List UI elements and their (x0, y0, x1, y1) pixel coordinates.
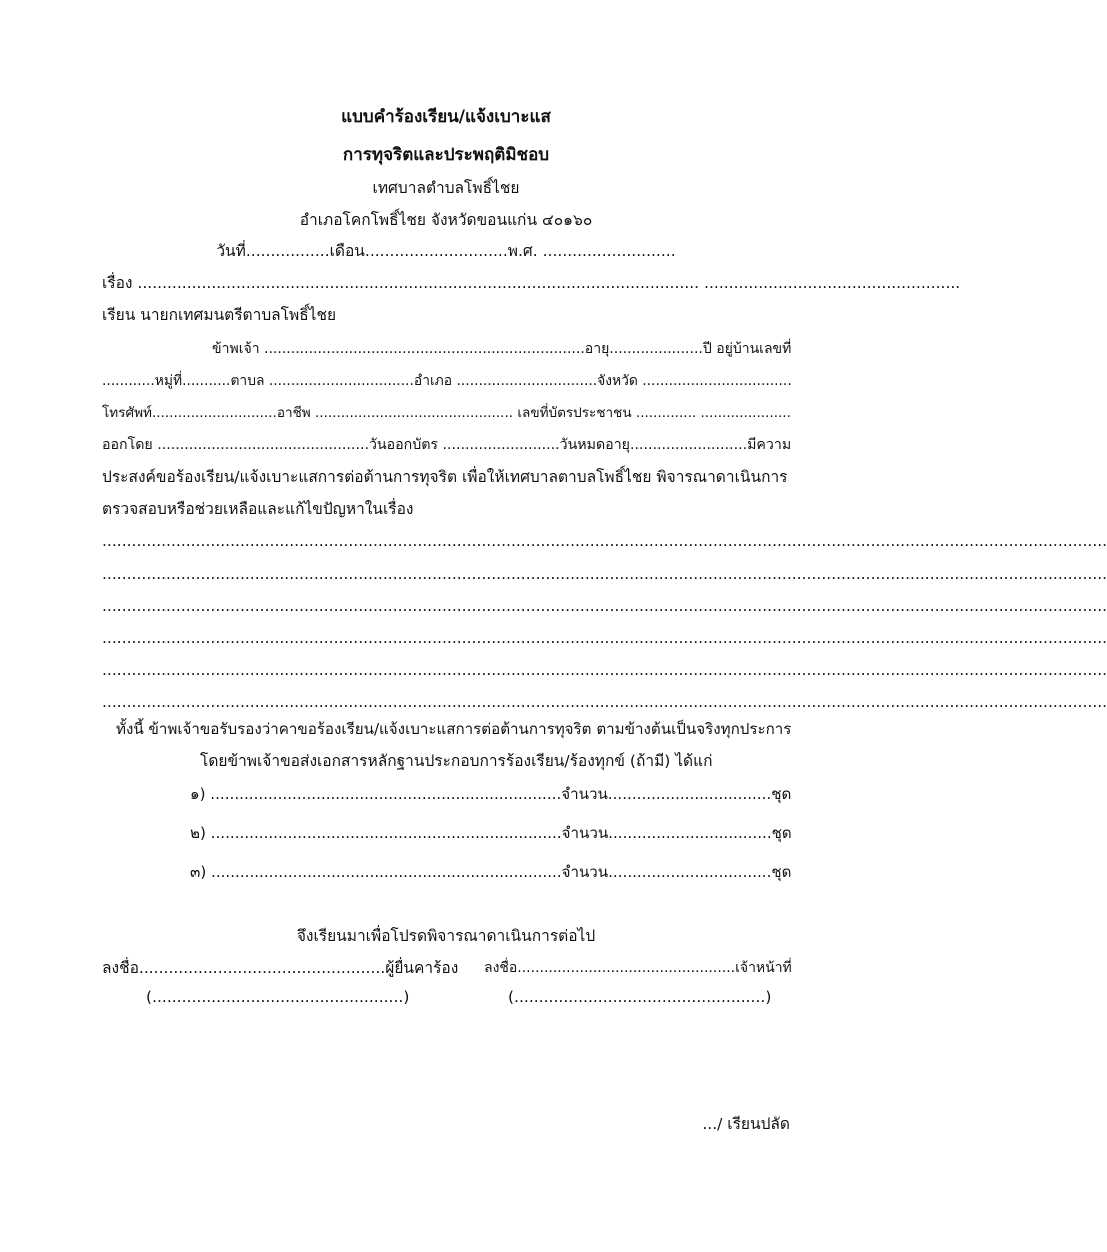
blank-line: ............................................................................................................................................................................................................ (102, 693, 1107, 711)
salutation: เรียน นายกเทศมนตรีตาบลโพธิ์ไชย (102, 306, 337, 324)
applicant-line-4: ออกโดย ...............................................วันออกบัตร ..........................วันหมดอายุ..........................มีความ (102, 437, 792, 453)
form-subtitle: การทุจริตและประพฤติมิชอบ (342, 145, 550, 165)
officer-printed-name: (...................................................) (508, 988, 772, 1006)
applicant-line-1: ข้าพเจ้า ........................................................................อายุ.....................ปี อยู่บ้านเลขที่ (212, 341, 792, 357)
applicant-printed-name: (...................................................) (146, 988, 410, 1006)
attachment-item: ๓) .........................................................................จำนวน..................................ชุด (190, 863, 792, 881)
organization-name: เทศบาลตำบลโพธิ์ไชย (372, 179, 520, 197)
date-line: วันที่.................เดือน.............................พ.ศ. ........................... (216, 242, 676, 260)
blank-line: ............................................................................................................................................................................................................ (102, 629, 1107, 647)
continued-note: .../ เรียนปลัด (702, 1115, 790, 1133)
attachment-item: ๒) .........................................................................จำนวน..................................ชุด (190, 824, 792, 842)
attachment-item: ๑) .........................................................................จำนวน..................................ชุด (190, 785, 792, 803)
certify-line-1: ทั้งนี้ ข้าพเจ้าขอรับรองว่าคาขอร้องเรียน/แจ้งเบาะแสการต่อต้านการทุจริต ตามข้างต้นเป็นจริงทุกประการ (116, 720, 792, 738)
blank-line: ............................................................................................................................................................................................................ (102, 532, 1107, 550)
applicant-line-6: ตรวจสอบหรือช่วยเหลือและแก้ไขปัญหาในเรื่อง (102, 500, 414, 518)
officer-signature: ลงชื่อ.................................................เจ้าหน้าที่ (484, 960, 792, 976)
applicant-signature: ลงชื่อ..................................................ผู้ยื่นคาร้อง (102, 959, 459, 977)
organization-address: อำเภอโคกโพธิ์ไชย จังหวัดขอนแก่น ๔๐๑๖๐ (299, 211, 593, 229)
applicant-line-3: โทรศัพท์.............................อาชีพ .............................................. เลขที่บัตรประชาชน .............. ..................... (102, 405, 791, 421)
form-title: แบบคำร้องเรียน/แจ้งเบาะแส (341, 107, 551, 127)
applicant-line-2: ............หมู่ที่...........ตาบล .................................อำเภอ ................................จังหวัด .................................. (102, 373, 792, 389)
certify-line-2: โดยข้าพเจ้าขอส่งเอกสารหลักฐานประกอบการร้องเรียน/ร้องทุกข์ (ถ้ามี) ได้แก่ (200, 752, 713, 770)
blank-line: ............................................................................................................................................................................................................ (102, 597, 1107, 615)
blank-line: ............................................................................................................................................................................................................ (102, 565, 1107, 583)
blank-line: ............................................................................................................................................................................................................ (102, 661, 1107, 679)
applicant-line-5: ประสงค์ขอร้องเรียน/แจ้งเบาะแสการต่อต้านการทุจริต เพื่อให้เทศบาลตาบลโพธิ์ไชย พิจารณาดาเนินการ (102, 468, 788, 486)
closing-sentence: จึงเรียนมาเพื่อโปรดพิจารณาดาเนินการต่อไป (296, 927, 596, 945)
subject-line: เรื่อง .................................................................................................................. .................................................... (102, 274, 961, 292)
